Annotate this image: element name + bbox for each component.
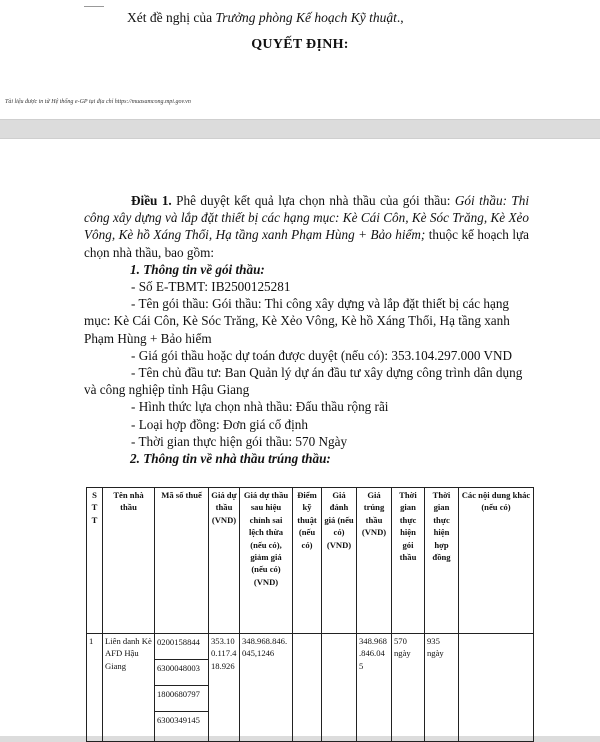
previous-page <box>0 0 600 120</box>
col-stt: S T T <box>87 488 103 634</box>
col-winning-price: Giá trúng thầu (VND) <box>357 488 392 634</box>
cell-contractor-name: Liên danh Kè AFD Hậu Giang <box>103 634 155 742</box>
article-package-name: Gói thầu: Thi công xây dựng và lắp đặt thiết bị các hạng mục: Kè Cái Côn, Kè Sóc Trăng, Kè Xẻo Vông, Kè hồ Xáng Thổi, Hạ tầng xanh Phạm Hùng + Bảo hiểm; <box>84 193 529 243</box>
info-item-package-name: - Tên gói thầu: Gói thầu: Thi công xây dựng và lắp đặt thiết bị các hạng mục: Kè Cái Côn, Kè Sóc Trăng, Kè Xẻo Vông, Kè hồ Xáng Thổi, Hạ tầng xanh Phạm Hùng + Bảo hiểm <box>84 296 510 346</box>
table-row <box>87 634 534 742</box>
cell-adjusted-price: 348.968.846.045,1246 <box>240 634 293 742</box>
tax-code: 1800680797 <box>155 686 208 712</box>
cell-winning-price: 348.968.846.045 <box>357 634 392 742</box>
proposal-suffix: ., <box>396 10 404 25</box>
col-adjusted-price: Giá dự thầu sau hiệu chỉnh sai lệch thừa (nếu có), giảm giá (nếu có) (VND) <box>240 488 293 634</box>
cell-tax-codes <box>155 634 209 742</box>
cell-stt: 1 <box>87 634 103 742</box>
col-contractor-name: Tên nhà thầu <box>103 488 155 634</box>
article-1-paragraph <box>84 192 529 261</box>
col-other: Các nội dung khác (nếu có) <box>459 488 534 634</box>
col-contract-time: Thời gian thực hiện hợp đồng <box>425 488 459 634</box>
col-package-time: Thời gian thực hiện gói thầu <box>392 488 425 634</box>
section-2-heading: 2. Thông tin về nhà thầu trúng thầu: <box>130 451 331 467</box>
tax-code: 6300048003 <box>155 660 208 686</box>
article-intro-end: thuộc kế hoạch lựa chọn nhà thầu, bao gồm: <box>84 227 529 260</box>
tax-code: 0200158844 <box>155 634 208 660</box>
col-eval-price: Giá đánh giá (nếu có) (VND) <box>322 488 357 634</box>
col-tech-score: Điểm kỹ thuật (nếu có) <box>293 488 322 634</box>
winning-bidder-table <box>86 487 534 742</box>
section-1-heading: 1. Thông tin về gói thầu: <box>130 261 265 277</box>
proposal-line <box>127 10 404 26</box>
col-tax-code: Mã số thuế <box>155 488 209 634</box>
cell-eval-price <box>322 634 357 742</box>
article-label: Điều 1. <box>131 193 172 208</box>
article-body <box>84 192 529 467</box>
cell-other <box>459 634 534 742</box>
tax-code: 6300349145 <box>157 715 200 725</box>
info-item-duration: - Thời gian thực hiện gói thầu: 570 Ngày <box>131 433 348 449</box>
col-bid-price: Giá dự thầu (VND) <box>209 488 240 634</box>
footer-note: Tài liệu được in từ Hệ thống e-GP tại địa chỉ https://muasamcong.mpi.gov.vn <box>5 99 191 105</box>
cell-bid-price: 353.100.117.418.926 <box>209 634 240 742</box>
cell-package-time: 570 ngày <box>392 634 425 742</box>
cell-contract-time: 935 ngày <box>425 634 459 742</box>
info-item-package-price: - Giá gói thầu hoặc dự toán được duyệt (nếu có): 353.104.297.000 VND <box>131 347 513 363</box>
info-item-contract-type: - Loại hợp đồng: Đơn giá cố định <box>131 416 308 432</box>
table-header-row <box>87 488 534 634</box>
info-item-tbmt: - Số E-TBMT: IB2500125281 <box>131 279 291 295</box>
article-intro: Phê duyệt kết quả lựa chọn nhà thầu của gói thầu: <box>171 193 455 208</box>
page-edge-mark <box>84 0 104 7</box>
info-item-investor: - Tên chủ đầu tư: Ban Quản lý dự án đầu tư xây dựng công trình dân dụng và công nghiệp tỉnh Hậu Giang <box>84 365 523 398</box>
decision-heading: QUYẾT ĐỊNH: <box>251 37 349 52</box>
proposal-author: Trưởng phòng Kế hoạch Kỹ thuật <box>215 10 397 25</box>
cell-tech-score <box>293 634 322 742</box>
proposal-prefix: Xét đề nghị của <box>127 10 216 25</box>
info-item-selection-method: - Hình thức lựa chọn nhà thầu: Đấu thầu rộng rãi <box>131 399 389 415</box>
